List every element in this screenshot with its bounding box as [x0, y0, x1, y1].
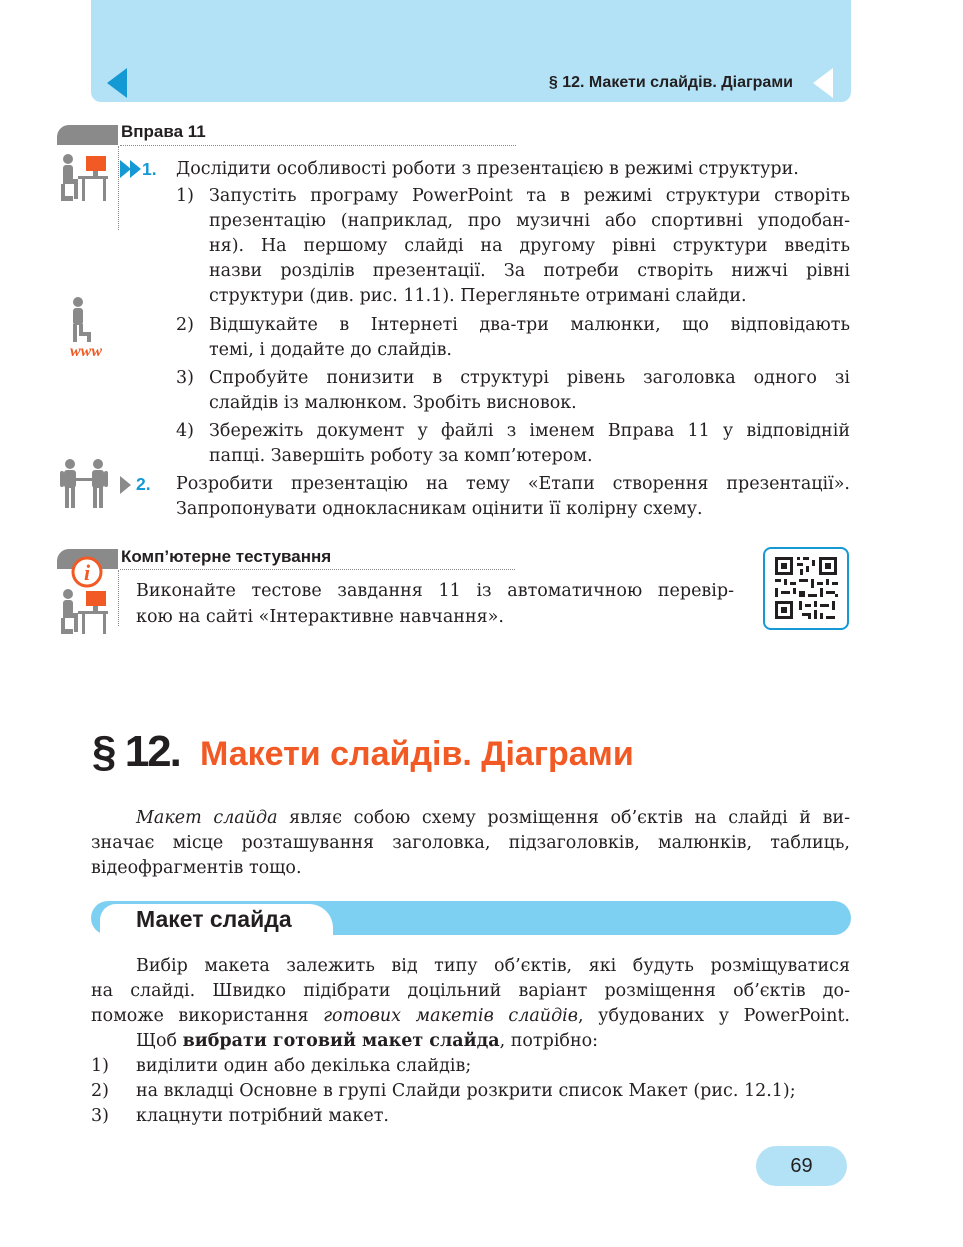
task-2-number: 2. [136, 474, 151, 494]
task-2-line: Запропонувати однокласникам оцінити її колірну схему. [176, 499, 703, 519]
body-line [136, 1028, 598, 1054]
intro-term: Макет слайда [136, 808, 278, 828]
running-header-title: § 12. Макети слайдів. Діаграми [548, 74, 793, 91]
header-banner [91, 0, 851, 102]
body-line [91, 1003, 850, 1029]
task-arrow-icon [130, 160, 141, 178]
body-line: на слайді. Швидко підібрати доцільний варіант розміщення об’єктів до- [91, 981, 850, 1001]
exercise-title: Вправа 11 [121, 122, 206, 141]
qr-code-graphic [765, 549, 847, 628]
step-4-line: папці. Завершіть роботу за комп’ютером. [209, 446, 593, 466]
internet-search-icon [66, 296, 114, 360]
arrow-left-icon[interactable] [107, 68, 127, 98]
group-people-icon [58, 458, 114, 510]
section-title: Макети слайдів. Діаграми [200, 735, 634, 773]
body-line: Вибір макета залежить від типу об’єктів, які будуть розміщуватися [136, 956, 850, 976]
exercise-tab [57, 125, 118, 145]
task-2-line: Розробити презентацію на тему «Етапи створення презентації». [176, 474, 850, 494]
svg-text:www: www [70, 343, 103, 360]
body-bold: вибрати готовий макет слайда [182, 1031, 500, 1051]
step-2-line: Відшукайте в Інтернеті два-три малюнки, що відповідають [209, 315, 850, 335]
task-1-text: Дослідити особливості роботи з презентацією в режимі структури. [176, 159, 799, 179]
list-item-number: 1) [91, 1056, 109, 1076]
step-1-number: 1) [176, 186, 194, 206]
exercise-title-rule [120, 145, 516, 146]
list-item: клацнути потрібний макет. [136, 1106, 389, 1126]
intro-line: значає місце розташування заголовка, підзаголовків, малюнків, таблиць, [91, 833, 850, 853]
testing-line: кою на сайті «Інтерактивне навчання». [136, 607, 504, 627]
testing-line: Виконайте тестове завдання 11 із автоматичною перевір- [136, 581, 734, 601]
list-item: виділити один або декілька слайдів; [136, 1056, 472, 1076]
step-4-line: Збережіть документ у файлі з іменем Вправа 11 у відповідній [209, 421, 850, 441]
step-1-line: назви розділів презентації. За потреби створіть нижчі рівні [209, 261, 850, 281]
task-arrow-icon [120, 476, 131, 494]
step-1-line: ня). На першому слайді на другому рівні структури введіть [209, 236, 850, 256]
intro-line: відеофрагментів тощо. [91, 858, 302, 878]
body-text: Щоб [136, 1031, 183, 1051]
step-4-number: 4) [176, 421, 194, 441]
step-3-line: Спробуйте понизити в структурі рівень заголовка одного зі [209, 368, 850, 388]
body-text: , потрібно: [499, 1031, 599, 1051]
intro-line [136, 805, 850, 831]
body-text: поможе використання [91, 1006, 324, 1026]
testing-title-rule [120, 569, 515, 570]
body-text: , убудованих у PowerPoint. [577, 1006, 850, 1026]
testing-title: Комп’ютерне тестування [121, 547, 332, 566]
subsection-title: Макет слайда [136, 906, 292, 932]
step-2-line: темі, і додайте до слайдів. [209, 340, 452, 360]
step-1-line: Запустіть програму PowerPoint та в режимі структури створіть [209, 186, 850, 206]
step-2-number: 2) [176, 315, 194, 335]
step-3-line: слайдів із малюнком. Зробіть висновок. [209, 393, 577, 413]
intro-line-rest: являє собою схему розміщення об’єктів на слайді й ви- [277, 808, 851, 828]
svg-text:i: i [83, 560, 91, 585]
list-item: на вкладці Основне в групі Слайди розкрити список Макет (рис. 12.1); [136, 1081, 796, 1101]
page-number: 69 [790, 1155, 813, 1177]
computer-user-icon [58, 588, 110, 636]
step-1-line: структури (див. рис. 11.1). Перегляньте отримані слайди. [209, 286, 747, 306]
info-icon [70, 556, 104, 588]
step-1-line: презентацію (наприклад, про музичні або спортивні уподобан- [209, 211, 850, 231]
section-number: § 12. [92, 727, 180, 776]
arrow-right-icon[interactable] [813, 68, 833, 98]
exercise-side-rule [118, 146, 119, 230]
computer-user-icon [58, 152, 110, 204]
section-heading [92, 727, 634, 777]
testing-side-rule [118, 570, 119, 626]
qr-code-icon[interactable] [763, 547, 849, 630]
body-emphasis: готових макетів слайдів [323, 1006, 578, 1026]
list-item-number: 3) [91, 1106, 109, 1126]
step-3-number: 3) [176, 368, 194, 388]
task-1-number: 1. [142, 159, 157, 179]
list-item-number: 2) [91, 1081, 109, 1101]
